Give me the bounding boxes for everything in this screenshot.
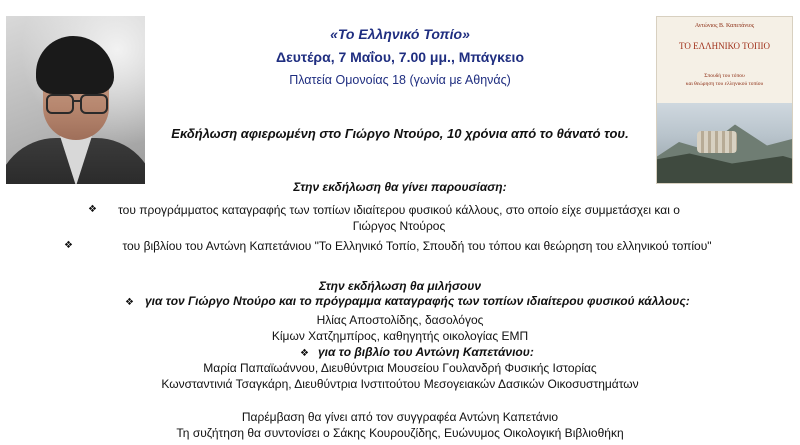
book-subtitle-line2: και θεώρηση του ελληνικού τοπίου [685,81,764,87]
book-cover [656,16,793,184]
speaker-name: Μαρία Παπαϊωάννου, Διευθύντρια Μουσείου Γουλανδρή Φυσικής Ιστορίας [203,361,597,375]
book-cover-landscape-photo [657,103,792,183]
event-datetime: Δευτέρα, 7 Μαΐου, 7.00 μμ., Μπάγκειο [276,49,524,65]
bullet-icon: ❖ [125,297,134,308]
book-title: ΤΟ ΕΛΛΗΝΙΚΟ ΤΟΠΙΟ [679,41,770,51]
presentation-heading: Στην εκδήλωση θα γίνει παρουσίαση: [293,180,507,194]
presentation-item-1: του προγράμματος καταγραφής των τοπίων ιδιαίτερου φυσικού κάλλους, στο οποίο είχε συμμετάσχει και ο Γιώργος Ντούρος [118,203,680,233]
event-title: «Το Ελληνικό Τοπίο» [330,26,470,42]
bullet-icon: ❖ [300,348,309,359]
speaker-group-1-heading: για τον Γιώργο Ντούρο και το πρόγραμμα καταγραφής των τοπίων ιδιαίτερου φυσικού κάλλους: [145,294,690,308]
moderator-line: Τη συζήτηση θα συντονίσει ο Σάκης Κουρουζίδης, Ευώνυμος Οικολογική Βιβλιοθήκη [176,426,624,440]
speakers-heading: Στην εκδήλωση θα μιλήσουν [318,279,482,293]
portrait-photo [6,16,145,184]
closing-remark: Παρέμβαση θα γίνει από τον συγγραφέα Αντώνη Καπετάνιο [241,410,559,424]
book-author: Αντώνιος Β. Καπετάνιος [694,23,755,29]
presentation-item-2: του βιβλίου του Αντώνη Καπετάνιου "Το Ελληνικό Τοπίο, Σπουδή του τόπου και θεώρηση του ελληνικού τοπίου" [122,239,712,253]
bullet-icon: ❖ [64,240,73,251]
speaker-name: Κίμων Χατζημπίρος, καθηγητής οικολογίας ΕΜΠ [271,329,529,343]
event-dedication: Εκδήλωση αφιερωμένη στο Γιώργο Ντούρο, 10 χρόνια από το θάνατό του. [171,126,629,141]
event-address: Πλατεία Ομονοίας 18 (γωνία με Αθηνάς) [289,73,511,87]
speaker-name: Ηλίας Αποστολίδης, δασολόγος [316,313,484,327]
bullet-icon: ❖ [88,204,97,215]
speaker-group-2-heading: για το βιβλίο του Αντώνη Καπετάνιου: [318,345,534,359]
book-subtitle-line1: Σπουδή του τόπου [704,73,745,79]
speaker-name: Κωνσταντινιά Τσαγκάρη, Διευθύντρια Ινστιτούτου Μεσογειακών Δασικών Οικοσυστημάτων [161,377,639,391]
